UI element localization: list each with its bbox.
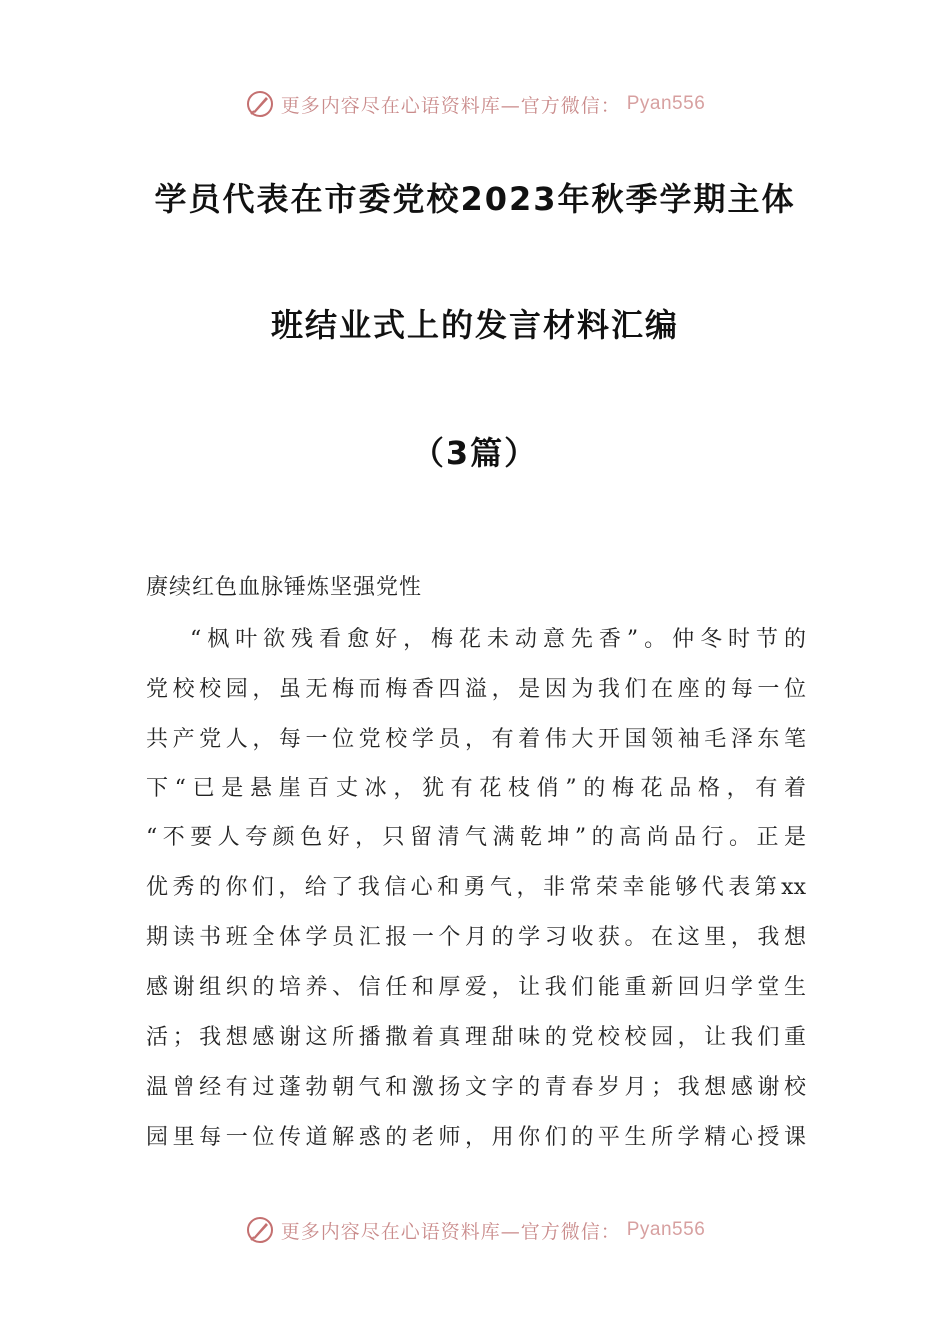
- paragraph-line: 期读书班全体学员汇报一个月的学习收获。在这里，我想: [146, 925, 806, 950]
- document-title-count: （3篇）: [411, 434, 539, 472]
- document-title-line-1: 学员代表在市委党校2023年秋季学期主体: [154, 180, 796, 218]
- paragraph-line: 温曾经有过蓬勃朝气和激扬文字的青春岁月；我想感谢校: [146, 1075, 806, 1100]
- paragraph-line: 下“已是悬崖百丈冰，犹有花枝俏”的梅花品格，有着: [146, 776, 806, 801]
- document-title-line-2: 班结业式上的发言材料汇编: [270, 306, 679, 344]
- footer-watermark: [0, 1210, 950, 1250]
- paragraph-line: “枫叶欲残看愈好，梅花未动意先香”。仲冬时节的: [190, 627, 806, 652]
- watermark-wechat-id: Pyan556: [626, 1219, 706, 1240]
- watermark-text: 更多内容尽在心语资料库—官方微信：: [280, 1220, 621, 1243]
- paragraph-line: 党校校园，虽无梅而梅香四溢，是因为我们在座的每一位: [146, 677, 806, 702]
- quill-logo-icon: [245, 89, 275, 119]
- header-watermark: [0, 84, 950, 124]
- paragraph-line: “不要人夸颜色好，只留清气满乾坤”的高尚品行。正是: [146, 825, 806, 850]
- paragraph-line: 感谢组织的培养、信任和厚爱，让我们能重新回归学堂生: [146, 975, 806, 1000]
- paragraph-line: 共产党人，每一位党校学员，有着伟大开国领袖毛泽东笔: [146, 727, 806, 752]
- quill-logo-icon: [245, 1215, 275, 1245]
- paragraph-line: 活；我想感谢这所播撒着真理甜味的党校校园，让我们重: [146, 1025, 806, 1050]
- paragraph-line: 优秀的你们，给了我信心和勇气，非常荣幸能够代表第xx: [146, 875, 806, 900]
- section-heading: 赓续红色血脉锤炼坚强党性: [146, 575, 423, 600]
- watermark-wechat-id: Pyan556: [626, 93, 706, 114]
- paragraph-line: 园里每一位传道解惑的老师，用你们的平生所学精心授课: [146, 1125, 806, 1150]
- watermark-text: 更多内容尽在心语资料库—官方微信：: [280, 94, 621, 117]
